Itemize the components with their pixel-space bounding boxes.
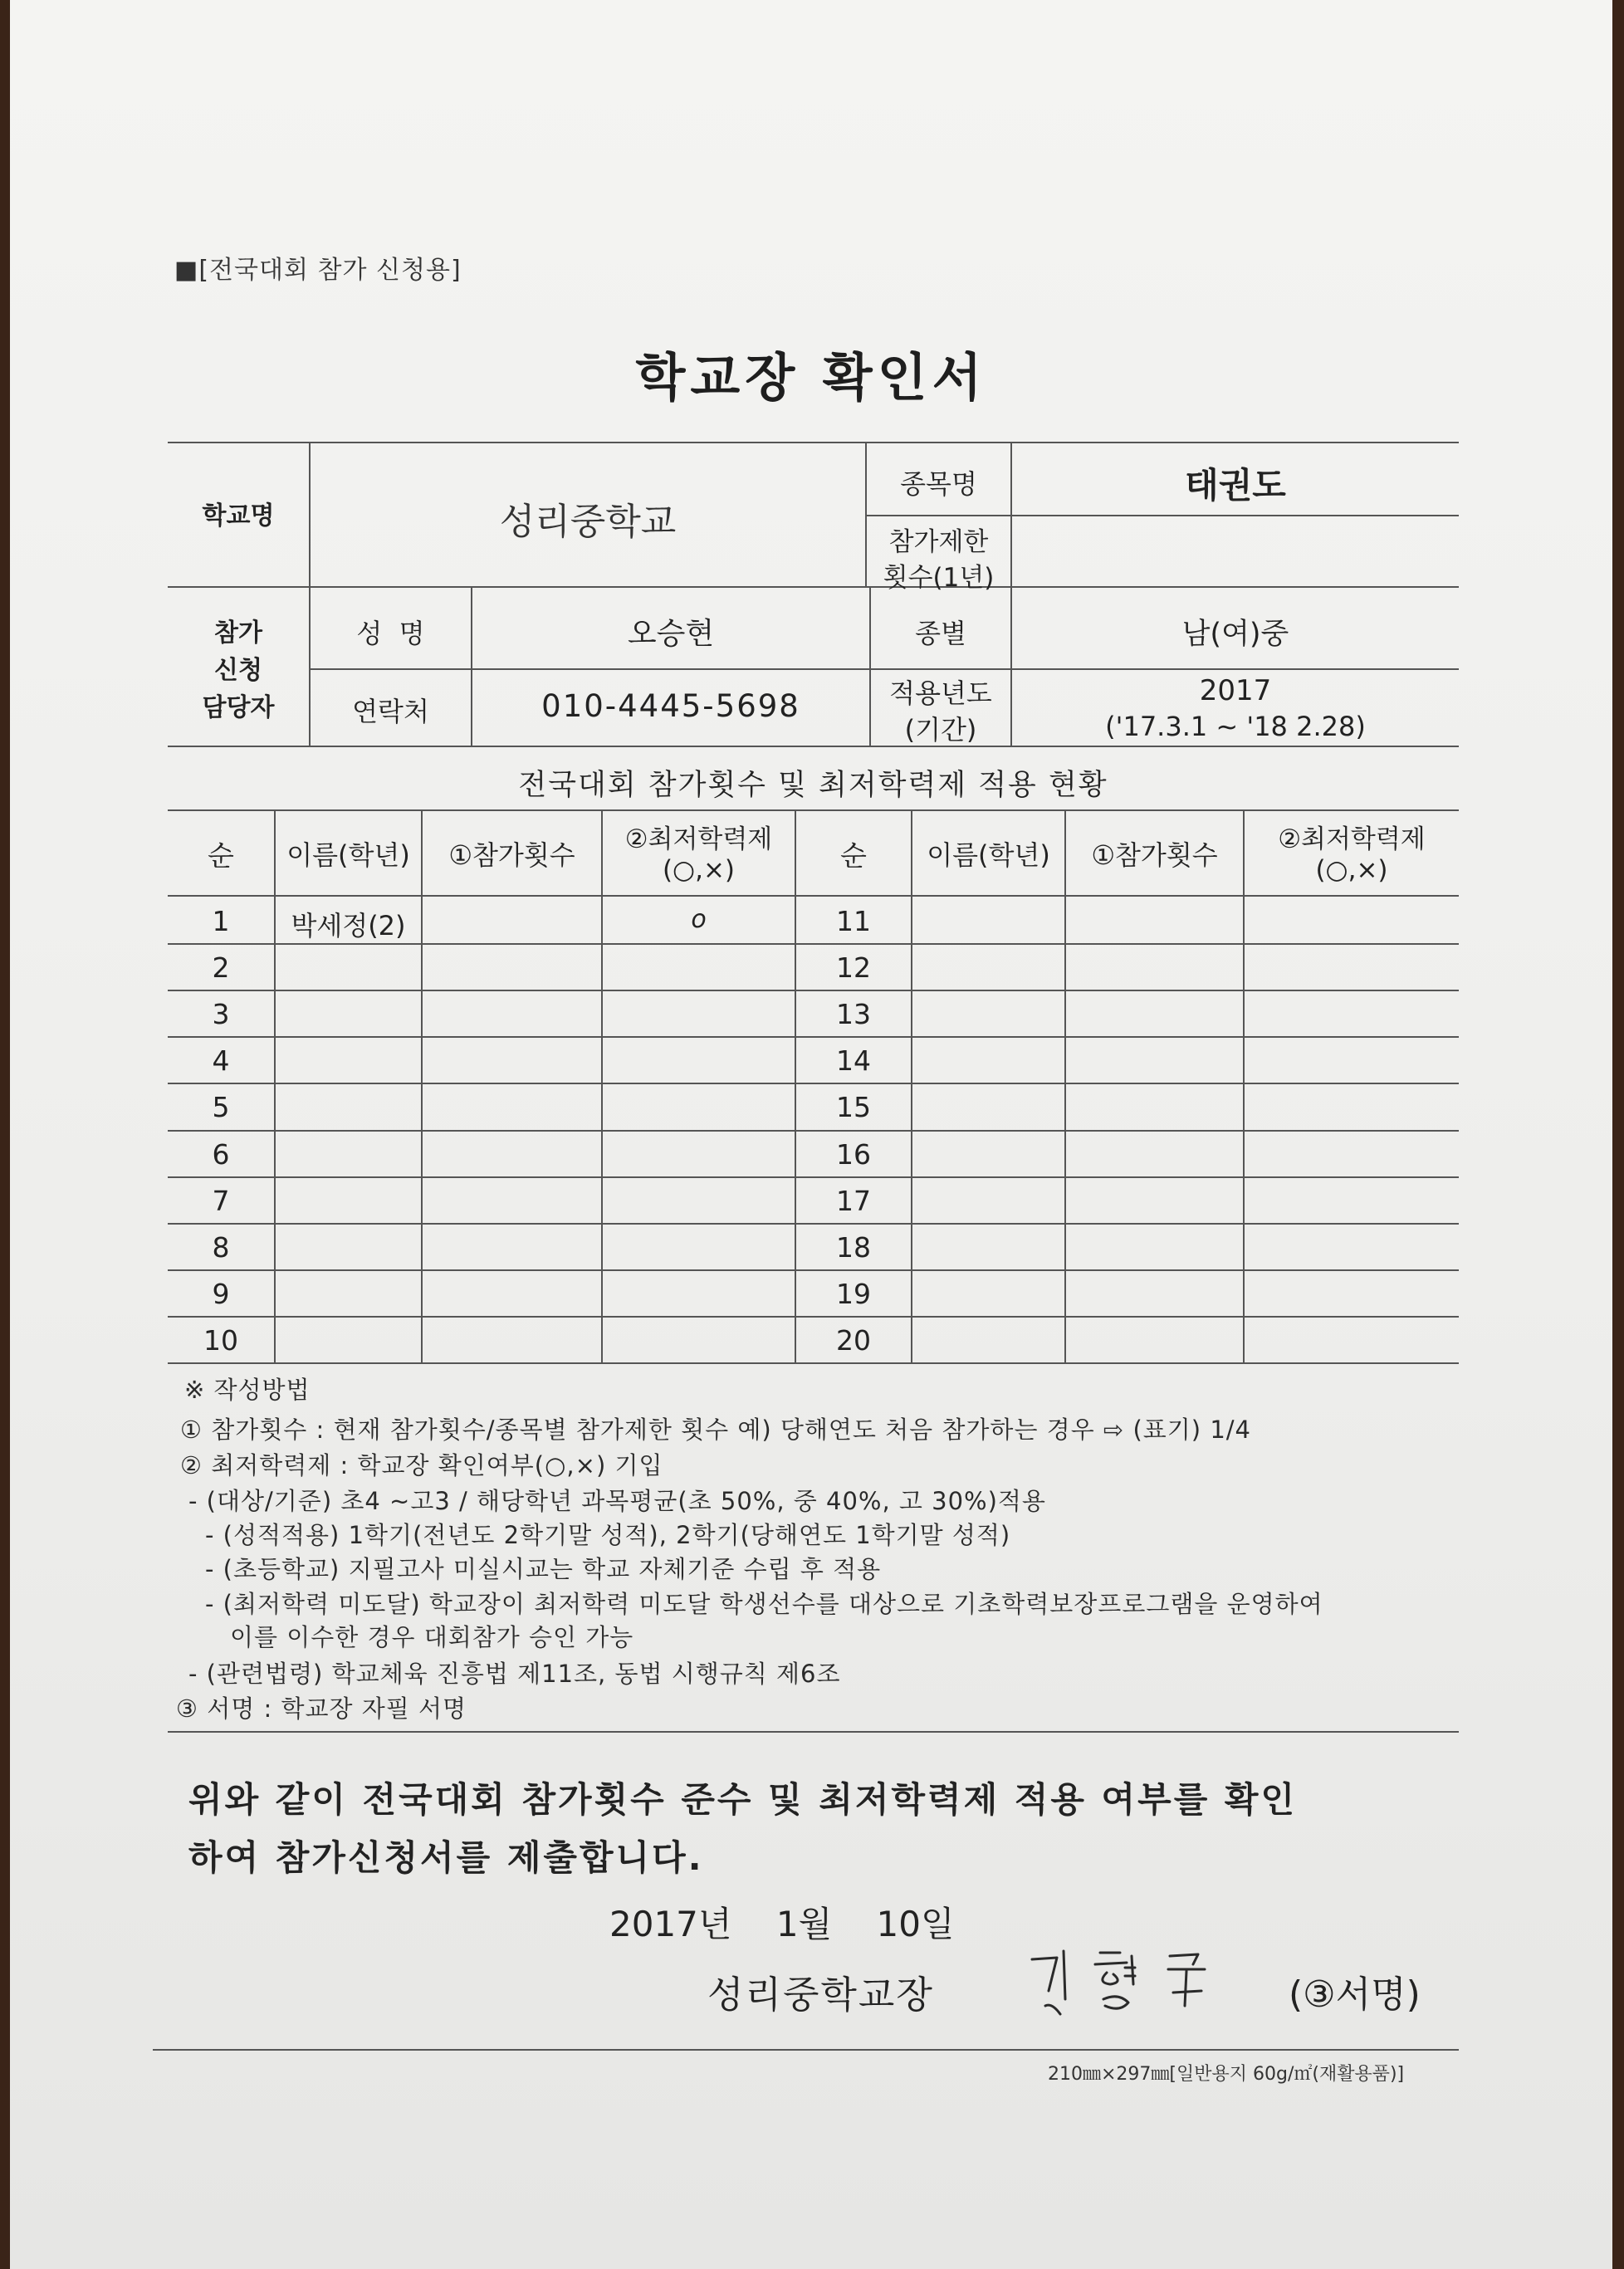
status-cell-no: 8 (212, 1231, 230, 1264)
header-min-left-line2: (○,×) (662, 855, 736, 885)
year-label-line1: 적용년도 (889, 677, 992, 709)
header-min-right-line2: (○,×) (1315, 855, 1388, 885)
document-page (10, 0, 1612, 2269)
contact-label-line2: 신청 (214, 656, 262, 685)
period-value: ('17.3.1 ~ '18 2.28) (1105, 711, 1366, 742)
status-cell-no: 4 (212, 1044, 230, 1077)
instruction-line: - (초등학교) 지필고사 미실시교는 학교 자체기준 수립 후 적용 (205, 1555, 882, 1583)
header-count-right: ①참가횟수 (1091, 839, 1218, 871)
status-cell-name: 박세정(2) (291, 910, 406, 941)
instruction-line: 이를 이수한 경우 대회참가 승인 가능 (230, 1623, 634, 1651)
principal-title: 성리중학교장 (707, 1973, 934, 2017)
status-cell-no: 14 (836, 1044, 871, 1077)
status-cell-no: 9 (212, 1278, 230, 1310)
header-min-right-line1: ②최저학력제 (1278, 824, 1426, 854)
instruction-line: - (성적적용) 1학기(전년도 2학기말 성적), 2학기(당해연도 1학기말 성적) (205, 1521, 1011, 1549)
status-cell-no: 17 (836, 1185, 871, 1217)
status-cell-no: 11 (836, 905, 871, 937)
status-cell-no: 10 (203, 1324, 238, 1357)
category-value: 남(여)중 (1181, 618, 1289, 651)
contact-label-line1: 참가 (214, 619, 262, 648)
year-label-line2: (기간) (904, 714, 977, 746)
status-table-title: 전국대회 참가횟수 및 최저학력제 적용 현황 (518, 769, 1108, 802)
contact-label-line3: 담당자 (202, 693, 275, 722)
status-cell-no: 19 (836, 1278, 871, 1310)
header-no-right: 순 (840, 839, 867, 872)
statement-line-1: 위와 같이 전국대회 참가횟수 준수 및 최저학력제 적용 여부를 확인 (188, 1779, 1298, 1820)
year-value: 2017 (1199, 674, 1272, 707)
status-cell-no: 6 (212, 1138, 230, 1171)
header-name-left: 이름(학년) (286, 839, 410, 871)
status-cell-no: 7 (212, 1185, 230, 1217)
instruction-line: ③ 서명 : 학교장 자필 서명 (176, 1694, 467, 1723)
status-cell-no: 18 (836, 1231, 871, 1264)
instructions-heading: ※ 작성방법 (184, 1376, 311, 1404)
instruction-line: ② 최저학력제 : 학교장 확인여부(○,×) 기입 (180, 1451, 663, 1479)
sport-label: 종목명 (900, 468, 977, 500)
instruction-line: ① 참가횟수 : 현재 참가횟수/종목별 참가제한 횟수 예) 당해연도 처음 참가하는 경우 ⇨ (표기) 1/4 (180, 1416, 1251, 1444)
status-cell-no: 5 (212, 1091, 230, 1123)
header-name-right: 이름(학년) (927, 839, 1050, 871)
status-cell-no: 16 (836, 1138, 871, 1171)
header-min-left-line1: ②최저학력제 (624, 824, 773, 854)
phone-value: 010-4445-5698 (541, 688, 800, 724)
instruction-line: - (대상/기준) 초4 ~고3 / 해당학년 과목평균(초 50%, 중 40%, 고 30%)적용 (188, 1487, 1046, 1515)
status-cell-no: 1 (212, 905, 230, 937)
status-cell-no: 20 (836, 1324, 871, 1357)
instruction-line: - (관련법령) 학교체육 진흥법 제11조, 동법 시행규칙 제6조 (188, 1660, 841, 1688)
status-cell-no: 3 (212, 998, 230, 1030)
status-cell-no: 15 (836, 1091, 871, 1123)
signature-label: (③서명) (1289, 1973, 1421, 2016)
submission-date: 2017년 1월 10일 (609, 1904, 955, 1944)
statement-line-2: 하여 참가신청서를 제출합니다. (188, 1837, 704, 1878)
school-name-label: 학교명 (202, 501, 275, 531)
status-cell-no: 13 (836, 998, 871, 1030)
person-name-label: 성 명 (356, 618, 425, 649)
limit-label-line2: 횟수(1년) (883, 563, 995, 593)
person-name-value: 오승현 (627, 617, 715, 651)
header-no-left: 순 (208, 839, 234, 872)
status-cell-no: 2 (212, 951, 230, 984)
header-count-left: ①참가횟수 (448, 839, 575, 871)
status-cell-no: 12 (836, 951, 871, 984)
category-label: 종별 (915, 618, 966, 649)
phone-label: 연락처 (352, 696, 429, 727)
paper-spec: 210㎜×297㎜[일반용지 60g/㎡(재활용품)] (1048, 2064, 1405, 2085)
document-title: 학교장 확인서 (635, 347, 987, 408)
school-name-value: 성리중학교 (499, 501, 677, 543)
limit-label-line1: 참가제한 (888, 527, 989, 557)
sport-value: 태권도 (1185, 465, 1286, 506)
principal-signature (1027, 1941, 1243, 2032)
status-cell-min: o (691, 905, 707, 934)
instruction-line: - (최저학력 미도달) 학교장이 최저학력 미도달 학생선수를 대상으로 기초학력보장프로그램을 운영하여 (205, 1590, 1323, 1618)
form-category-tag: ■[전국대회 참가 신청용] (174, 256, 462, 285)
